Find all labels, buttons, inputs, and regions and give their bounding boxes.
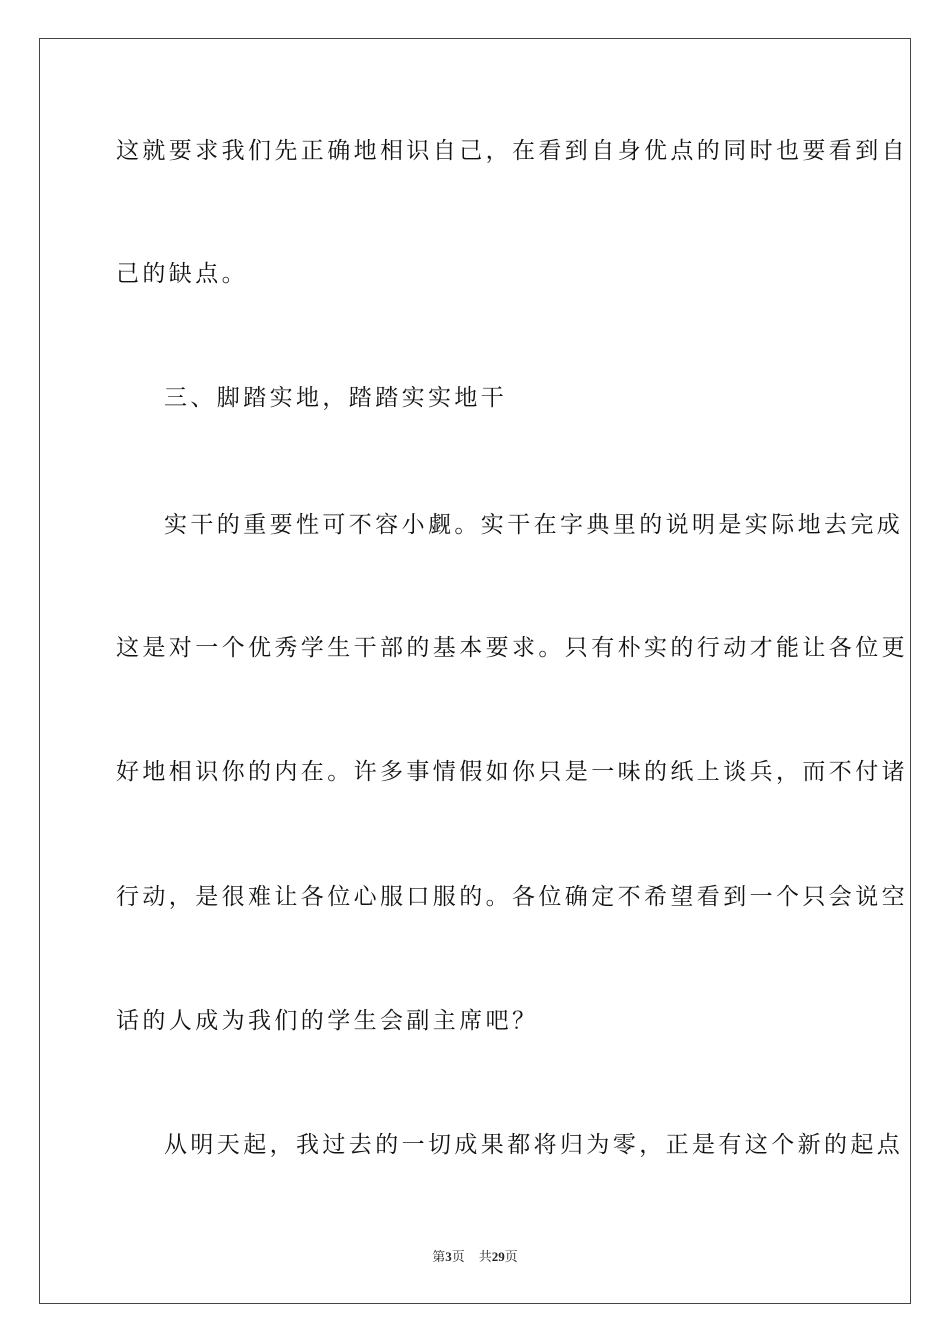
page-current: 3 [445, 1249, 452, 1264]
page-prefix: 第 [432, 1249, 446, 1264]
body-line: 行动，是很难让各位心服口服的。各位确定不希望看到一个只会说空 [116, 884, 908, 910]
page-total: 29 [491, 1249, 505, 1264]
body-line: 从明天起，我过去的一切成果都将归为零，正是有这个新的起点 [164, 1132, 904, 1158]
page-footer [0, 1248, 950, 1266]
section-heading: 三、脚踏实地，踏踏实实地干 [164, 385, 508, 411]
page-frame [39, 38, 911, 1304]
body-line: 实干的重要性可不容小觑。实干在字典里的说明是实际地去完成 [164, 512, 904, 538]
body-line: 好地相识你的内在。许多事情假如你只是一味的纸上谈兵，而不付诸 [116, 759, 908, 785]
body-line: 这就要求我们先正确地相识自己，在看到自身优点的同时也要看到自 [116, 138, 908, 164]
page-suffix: 页 [451, 1249, 465, 1264]
body-line: 话的人成为我们的学生会副主席吧？ [116, 1008, 539, 1034]
body-line: 己的缺点。 [116, 261, 248, 287]
total-suffix: 页 [504, 1249, 518, 1264]
body-line: 这是对一个优秀学生干部的基本要求。只有朴实的行动才能让各位更 [116, 635, 908, 661]
total-prefix: 共 [478, 1249, 492, 1264]
